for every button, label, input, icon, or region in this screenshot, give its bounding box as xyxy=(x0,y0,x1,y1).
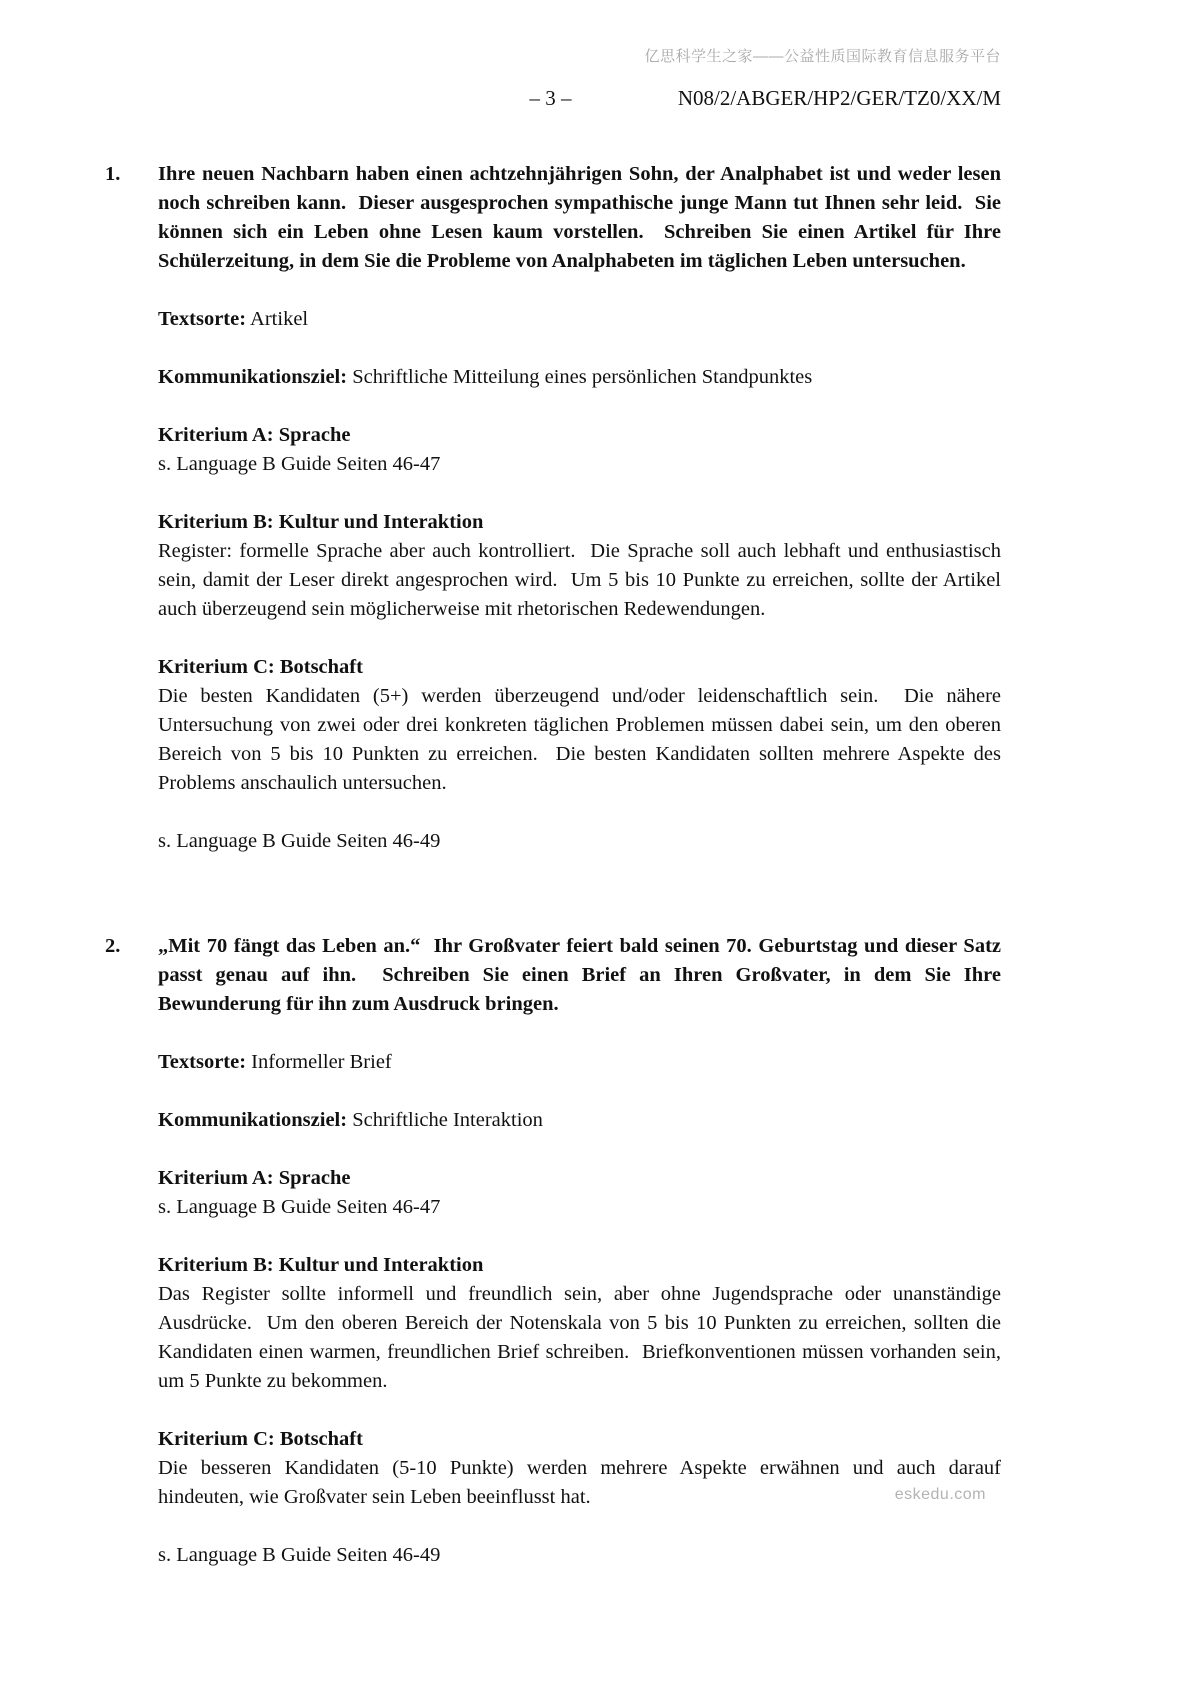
page-number: – 3 – xyxy=(529,86,572,110)
task-2-kriterium-b xyxy=(158,1251,1007,1396)
kriterium-b-body: Register: formelle Sprache aber auch kontrolliert. Die Sprache soll auch lebhaft und enthusiastisch sein, damit der Leser direkt angesprochen wird. Um 5 bis 10 Punkte zu erreichen, sollte der Artikel auch überzeugend sein möglicherweise mit rhetorischen Redewendungen. xyxy=(158,540,1007,620)
task-1-kommunikationsziel-line xyxy=(158,363,1001,392)
task-2-kommunikationsziel-line xyxy=(158,1106,1001,1135)
tasks-container xyxy=(105,160,1007,1570)
footer-watermark: eskedu.com xyxy=(894,1486,986,1503)
kriterium-b-body: Das Register sollte informell und freundlich sein, aber ohne Jugendsprache oder unanständige Ausdrücke. Um den oberen Bereich der Notenskala von 5 bis 10 Punkten zu erreichen, sollten die Kandidaten einen warmen, freundlichen Brief schreiben. Briefkonventionen müssen vorhanden sein, um 5 Punkte zu bekommen. xyxy=(158,1283,1007,1392)
task-1-guide-ref: s. Language B Guide Seiten 46-49 xyxy=(158,830,441,852)
textsorte-value: Artikel xyxy=(250,308,309,330)
task-1-number: 1. xyxy=(105,163,121,185)
task-1-kriterium-b xyxy=(158,508,1007,624)
kriterium-a-body: s. Language B Guide Seiten 46-47 xyxy=(158,453,441,475)
page-header xyxy=(105,86,1001,114)
task-2-guide-ref: s. Language B Guide Seiten 46-49 xyxy=(158,1544,441,1566)
kommunikationsziel-label: Kommunikationsziel: xyxy=(158,1109,348,1131)
task-1-textsorte-line xyxy=(158,305,1001,334)
task-2-kriterium-a xyxy=(158,1164,1001,1222)
kriterium-c-heading: Kriterium C: Botschaft xyxy=(158,1428,363,1450)
task-1-kriterium-c xyxy=(158,653,1007,798)
task-2-body xyxy=(158,932,1007,1570)
kriterium-a-heading: Kriterium A: Sprache xyxy=(158,424,351,446)
task-2-textsorte-line xyxy=(158,1048,1001,1077)
task-1-prompt: Ihre neuen Nachbarn haben einen achtzehnjährigen Sohn, der Analphabet ist und weder lesen noch schreiben kann. Dieser ausgesprochen sympathische junge Mann tut Ihnen sehr leid. Sie können sich ein Leben ohne Lesen kaum vorstellen. Schreiben Sie einen Artikel für Ihre Schülerzeitung, in dem Sie die Probleme von Analphabeten im täglichen Leben untersuchen. xyxy=(158,163,1007,272)
task-2-number: 2. xyxy=(105,935,121,957)
kommunikationsziel-value: Schriftliche Interaktion xyxy=(352,1109,543,1131)
kommunikationsziel-value: Schriftliche Mitteilung eines persönlichen Standpunktes xyxy=(352,366,813,388)
task-2 xyxy=(105,932,1007,1570)
kriterium-c-body: Die besten Kandidaten (5+) werden überzeugend und/oder leidenschaftlich sein. Die nähere Untersuchung von zwei oder drei konkreten täglichen Problemen müssen dabei sein, um den oberen Bereich von 5 bis 10 Punkten zu erreichen. Die besten Kandidaten sollten mehrere Aspekte des Problems anschaulich untersuchen. xyxy=(158,685,1007,794)
task-1-kriterium-a xyxy=(158,421,1001,479)
paper-code: N08/2/ABGER/HP2/GER/TZ0/XX/M xyxy=(677,86,1001,110)
textsorte-value: Informeller Brief xyxy=(251,1051,392,1073)
task-2-prompt: „Mit 70 fängt das Leben an.“ Ihr Großvater feiert bald seinen 70. Geburtstag und dieser Satz passt genau auf ihn. Schreiben Sie einen Brief an Ihren Großvater, in dem Sie Ihre Bewunderung für ihn zum Ausdruck bringen. xyxy=(158,935,1007,1015)
kriterium-a-body: s. Language B Guide Seiten 46-47 xyxy=(158,1196,441,1218)
textsorte-label: Textsorte: xyxy=(158,1051,247,1073)
textsorte-label: Textsorte: xyxy=(158,308,247,330)
kriterium-c-body: Die besseren Kandidaten (5-10 Punkte) werden mehrere Aspekte erwähnen und auch darauf hindeuten, wie Großvater sein Leben beeinflusst hat. xyxy=(158,1457,1007,1508)
kommunikationsziel-label: Kommunikationsziel: xyxy=(158,366,348,388)
kriterium-a-heading: Kriterium A: Sprache xyxy=(158,1167,351,1189)
kriterium-b-heading: Kriterium B: Kultur und Interaktion xyxy=(158,511,484,533)
task-2-kriterium-c xyxy=(158,1425,1007,1512)
task-1-body xyxy=(158,160,1007,856)
task-1 xyxy=(105,160,1007,856)
kriterium-c-heading: Kriterium C: Botschaft xyxy=(158,656,363,678)
kriterium-b-heading: Kriterium B: Kultur und Interaktion xyxy=(158,1254,484,1276)
top-watermark: 亿思科学生之家——公益性质国际教育信息服务平台 xyxy=(644,48,1001,65)
